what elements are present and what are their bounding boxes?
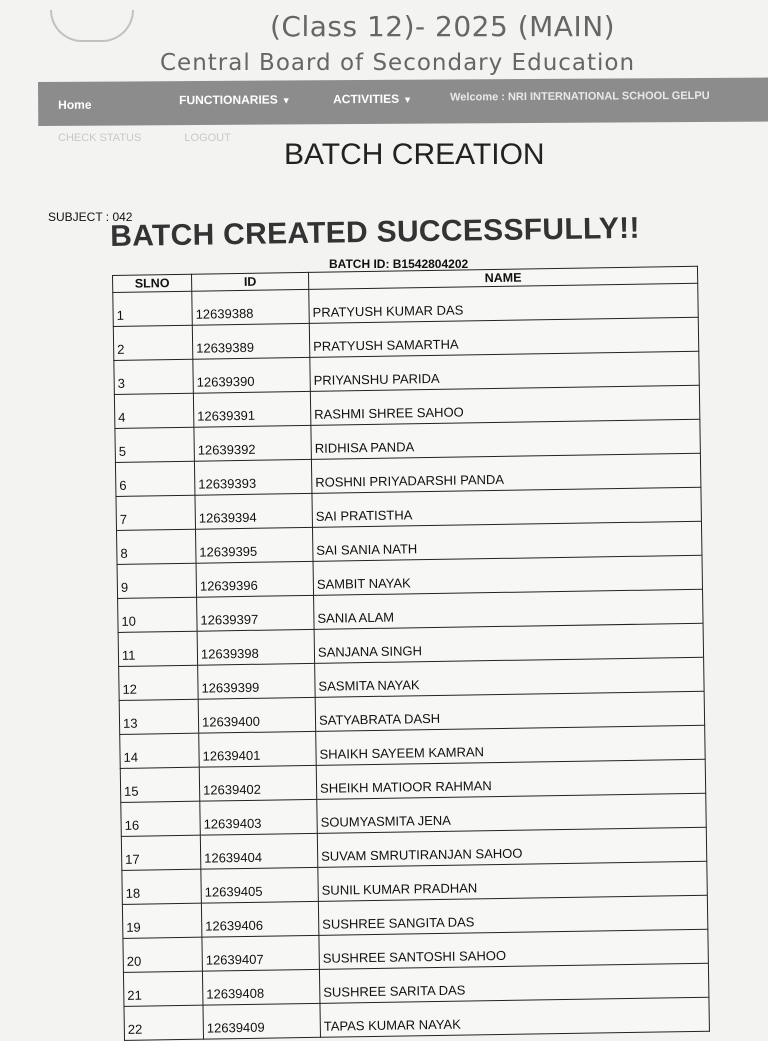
header-slno: SLNO bbox=[113, 274, 192, 292]
row-id: 12639394 bbox=[195, 493, 313, 529]
row-name: PRATYUSH KUMAR DAS bbox=[309, 283, 698, 323]
row-name: RASHMI SHREE SAHOO bbox=[310, 385, 699, 425]
row-name: SUNIL KUMAR PRADHAN bbox=[318, 861, 707, 901]
row-slno: 6 bbox=[115, 461, 195, 496]
row-slno: 5 bbox=[115, 427, 195, 462]
batch-table bbox=[112, 266, 710, 1041]
nav-activities[interactable] bbox=[333, 92, 412, 106]
row-name: SATYABRATA DASH bbox=[315, 691, 704, 731]
row-id: 12639395 bbox=[196, 527, 314, 563]
row-id: 12639409 bbox=[203, 1003, 321, 1039]
row-name: SAMBIT NAYAK bbox=[313, 555, 702, 595]
nav-activities-label: ACTIVITIES bbox=[333, 91, 400, 107]
header-id: ID bbox=[191, 272, 308, 291]
row-id: 12639402 bbox=[199, 765, 317, 801]
row-id: 12639406 bbox=[201, 901, 319, 937]
chevron-down-icon: ▼ bbox=[281, 95, 291, 106]
row-id: 12639405 bbox=[201, 867, 319, 903]
row-id: 12639401 bbox=[199, 731, 317, 767]
row-id: 12639403 bbox=[200, 799, 318, 835]
row-name: SHAIKH SAYEEM KAMRAN bbox=[316, 725, 705, 765]
exam-title: (Class 12)- 2025 (MAIN) bbox=[270, 10, 616, 43]
row-slno: 19 bbox=[122, 903, 202, 938]
row-name: SANJANA SINGH bbox=[314, 623, 703, 663]
row-name: SANIA ALAM bbox=[314, 589, 703, 629]
row-id: 12639397 bbox=[197, 595, 315, 631]
board-title: Central Board of Secondary Education bbox=[160, 50, 636, 76]
batch-id: BATCH ID: B1542804202 bbox=[329, 257, 469, 271]
row-name: PRIYANSHU PARIDA bbox=[310, 351, 699, 391]
row-name: SHEIKH MATIOOR RAHMAN bbox=[316, 759, 705, 799]
row-name: SOUMYASMITA JENA bbox=[317, 793, 706, 833]
welcome-text: Welcome : NRI INTERNATIONAL SCHOOL GELPU bbox=[450, 89, 710, 104]
row-id: 12639393 bbox=[194, 459, 312, 495]
row-id: 12639407 bbox=[202, 935, 320, 971]
check-status-link[interactable]: CHECK STATUS bbox=[58, 132, 142, 144]
row-slno: 3 bbox=[114, 359, 194, 394]
row-id: 12639396 bbox=[196, 561, 314, 597]
row-name: RIDHISA PANDA bbox=[311, 419, 700, 459]
sub-links bbox=[58, 132, 271, 144]
row-name: SUVAM SMRUTIRANJAN SAHOO bbox=[317, 827, 706, 867]
row-slno: 21 bbox=[123, 971, 203, 1006]
row-name: PRATYUSH SAMARTHA bbox=[309, 317, 698, 357]
row-id: 12639408 bbox=[202, 969, 320, 1005]
row-name: TAPAS KUMAR NAYAK bbox=[320, 997, 709, 1037]
row-slno: 10 bbox=[118, 597, 198, 632]
row-id: 12639390 bbox=[193, 357, 311, 393]
row-id: 12639400 bbox=[198, 697, 316, 733]
top-navbar bbox=[38, 78, 768, 126]
row-slno: 15 bbox=[120, 767, 200, 802]
row-slno: 17 bbox=[121, 835, 201, 870]
row-slno: 11 bbox=[118, 631, 198, 666]
row-slno: 12 bbox=[119, 665, 199, 700]
row-id: 12639404 bbox=[200, 833, 318, 869]
row-id: 12639391 bbox=[193, 391, 311, 427]
row-slno: 18 bbox=[122, 869, 202, 904]
row-slno: 1 bbox=[113, 291, 193, 326]
logout-link[interactable]: LOGOUT bbox=[184, 132, 231, 144]
page-title: BATCH CREATION bbox=[284, 138, 545, 171]
row-id: 12639388 bbox=[192, 289, 310, 325]
row-slno: 14 bbox=[120, 733, 200, 768]
row-name: SAI SANIA NATH bbox=[312, 521, 701, 561]
row-slno: 20 bbox=[123, 937, 203, 972]
row-name: SUSHREE SANGITA DAS bbox=[318, 895, 707, 935]
row-slno: 8 bbox=[117, 529, 197, 564]
nav-functionaries-label: FUNCTIONARIES bbox=[179, 92, 278, 108]
row-name: SASMITA NAYAK bbox=[315, 657, 704, 697]
row-slno: 2 bbox=[113, 325, 193, 360]
row-id: 12639399 bbox=[198, 663, 316, 699]
row-slno: 13 bbox=[119, 699, 199, 734]
cbse-logo bbox=[50, 10, 134, 42]
success-message: BATCH CREATED SUCCESSFULLY!! bbox=[110, 211, 640, 253]
row-slno: 16 bbox=[121, 801, 201, 836]
row-id: 12639398 bbox=[197, 629, 315, 665]
row-id: 12639392 bbox=[194, 425, 312, 461]
row-slno: 22 bbox=[124, 1005, 204, 1040]
nav-home[interactable]: Home bbox=[58, 97, 92, 112]
row-name: ROSHNI PRIYADARSHI PANDA bbox=[311, 453, 700, 493]
chevron-down-icon: ▼ bbox=[403, 94, 413, 105]
row-name: SUSHREE SANTOSHI SAHOO bbox=[319, 929, 708, 969]
row-slno: 4 bbox=[114, 393, 194, 428]
row-slno: 9 bbox=[117, 563, 197, 598]
row-name: SUSHREE SARITA DAS bbox=[319, 963, 708, 1003]
row-slno: 7 bbox=[116, 495, 196, 530]
subject-label: SUBJECT : 042 bbox=[48, 210, 133, 224]
row-name: SAI PRATISTHA bbox=[312, 487, 701, 527]
row-id: 12639389 bbox=[192, 323, 310, 359]
header-name: NAME bbox=[308, 266, 697, 289]
nav-functionaries[interactable] bbox=[179, 92, 291, 107]
batch-table-container bbox=[112, 266, 710, 1041]
